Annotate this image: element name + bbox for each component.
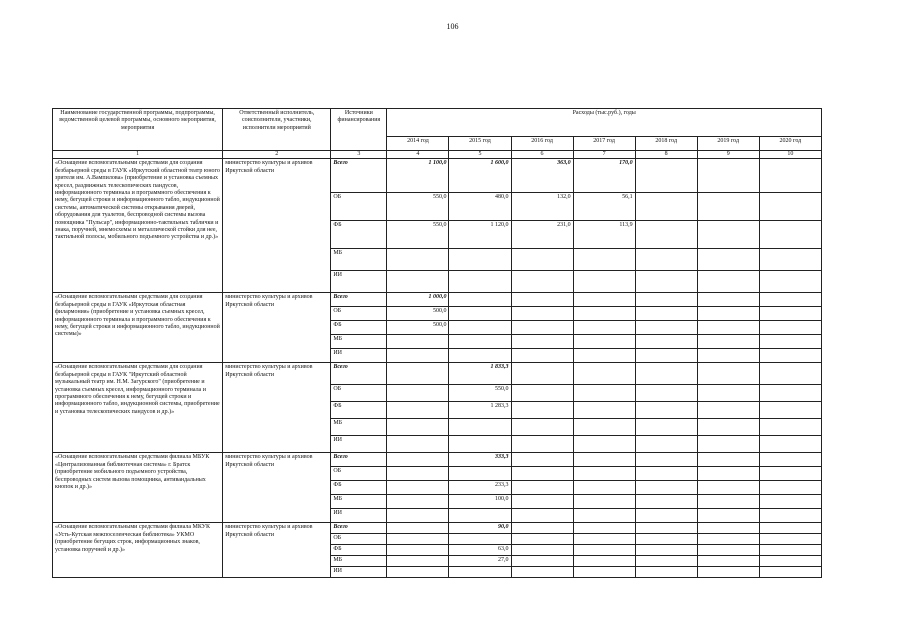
expense-value [635,467,697,481]
expense-value [573,321,635,335]
expense-value [635,534,697,545]
expense-value [635,556,697,567]
expense-value [449,321,511,335]
funding-source: МБ [331,419,387,436]
expense-value [511,467,573,481]
header-name: Наименование государственной программы, подпрограммы, ведомственной целевой программы, основного мероприятия, мероприятия [53,109,223,151]
expense-value [573,534,635,545]
column-number: 9 [697,151,759,159]
expense-value [511,523,573,534]
expense-value [511,419,573,436]
header-year: 2014 год [387,137,449,151]
expense-value [511,481,573,495]
funding-source: ОБ [331,534,387,545]
expense-value [387,335,449,349]
expense-value [573,249,635,271]
expense-value [697,509,759,523]
expense-value [759,293,821,307]
header-year: 2017 год [573,137,635,151]
expense-value [697,419,759,436]
expense-value [573,495,635,509]
expense-value [759,402,821,419]
expense-value [697,335,759,349]
header-year: 2016 год [511,137,573,151]
table-row [53,523,822,534]
expense-value: 100,0 [449,495,511,509]
expense-value [759,249,821,271]
expense-value [759,481,821,495]
expense-value [387,436,449,453]
expense-value [573,335,635,349]
funding-source: ИИ [331,349,387,363]
expense-value [759,307,821,321]
page-number: 106 [446,22,459,31]
funding-source: МБ [331,335,387,349]
expense-value [573,402,635,419]
table-row [53,293,822,307]
expense-value [635,321,697,335]
expense-value [697,556,759,567]
expense-value [573,307,635,321]
expense-value [697,495,759,509]
expense-value [759,523,821,534]
expense-value [573,293,635,307]
expense-value [635,271,697,293]
expense-value [573,467,635,481]
expense-value [635,349,697,363]
expense-value [387,249,449,271]
expense-value [387,385,449,402]
expense-value [573,481,635,495]
expense-value: 132,0 [511,193,573,221]
expense-value: 480,0 [449,193,511,221]
expense-value [759,436,821,453]
expense-value [697,436,759,453]
expense-value [573,385,635,402]
expense-value [697,193,759,221]
expense-value [387,402,449,419]
expense-value [573,545,635,556]
expense-value: 500,0 [387,321,449,335]
expense-value [697,453,759,467]
expense-value [573,419,635,436]
expense-value [449,335,511,349]
measure-name: «Оснащение вспомогательными средствами для создания безбарьерной среды в ГАУК "Иркутский областной музыкальный театр им. Н.М. Загурского" (приобретение и установка съемных кресел, информационного терминала и программного обеспечения к нему, бегущей строки и информационного табло, индукционной системы, приобретение и установка телескопических пандусов и др.)» [53,363,223,453]
expense-value [697,534,759,545]
expense-value [635,385,697,402]
expense-value [387,419,449,436]
financing-table [52,108,822,578]
expense-value [697,481,759,495]
expense-value [387,467,449,481]
expense-value [573,349,635,363]
expense-value [635,453,697,467]
table-row [53,453,822,467]
column-number: 3 [331,151,387,159]
expense-value [511,385,573,402]
expense-value [759,193,821,221]
expense-value [697,349,759,363]
column-number: 8 [635,151,697,159]
column-number: 1 [53,151,223,159]
expense-value [511,335,573,349]
expense-value [511,363,573,385]
expense-value [635,436,697,453]
expense-value [511,307,573,321]
expense-value [635,402,697,419]
expense-value [635,249,697,271]
expense-value [511,249,573,271]
funding-source: ФБ [331,321,387,335]
expense-value [759,335,821,349]
expense-value [387,523,449,534]
expense-value [697,567,759,578]
funding-source: ОБ [331,193,387,221]
expense-value [759,363,821,385]
expense-value [635,523,697,534]
funding-source: Всего [331,453,387,467]
expense-value [449,419,511,436]
expense-value [387,363,449,385]
expense-value [635,193,697,221]
column-number: 10 [759,151,821,159]
funding-source: ОБ [331,467,387,481]
expense-value: 550,0 [387,221,449,249]
expense-value [449,436,511,453]
expense-value [511,567,573,578]
expense-value [635,481,697,495]
funding-source: ИИ [331,271,387,293]
expense-value [387,271,449,293]
expense-value [697,363,759,385]
expense-value [759,467,821,481]
expense-value [449,509,511,523]
expense-value [387,534,449,545]
expense-value [449,271,511,293]
expense-value [759,385,821,402]
expense-value [635,509,697,523]
expense-value [697,321,759,335]
expense-value: 113,9 [573,221,635,249]
measure-name: «Оснащение вспомогательными средствами филиала МКУК «Усть-Кутская межпоселенческая библиотека» УКМО (приобретение бегущих строк, информационных знаков, установка поручней и др.)» [53,523,223,578]
expense-value [449,567,511,578]
funding-source: ФБ [331,481,387,495]
funding-source: ИИ [331,509,387,523]
column-number: 5 [449,151,511,159]
expense-value [697,293,759,307]
expense-value [759,321,821,335]
responsible-executor: министерство культуры и архивов Иркутской области [223,453,331,523]
expense-value [449,349,511,363]
expense-value [511,349,573,363]
expense-value: 56,1 [573,193,635,221]
funding-source: Всего [331,293,387,307]
header-year: 2015 год [449,137,511,151]
expense-value [759,419,821,436]
header-source: Источники финансирования [331,109,387,151]
expense-value [759,159,821,193]
expense-value [635,495,697,509]
expense-value [449,293,511,307]
expense-value [759,495,821,509]
expense-value [387,509,449,523]
expense-value [387,495,449,509]
expense-value [511,321,573,335]
funding-source: Всего [331,159,387,193]
expense-value: 170,0 [573,159,635,193]
expense-value [635,293,697,307]
expense-value: 1 283,3 [449,402,511,419]
expense-value [697,307,759,321]
expense-value [387,481,449,495]
expense-value [511,495,573,509]
expense-value [697,159,759,193]
expense-value [511,402,573,419]
expense-value [573,567,635,578]
header-year: 2018 год [635,137,697,151]
expense-value: 63,0 [449,545,511,556]
expense-value: 27,0 [449,556,511,567]
expense-value [759,271,821,293]
column-number: 7 [573,151,635,159]
expense-value [635,545,697,556]
header-responsible: Ответственный исполнитель, соисполнители, участники, исполнители мероприятий [223,109,331,151]
expense-value [387,545,449,556]
expense-value: 1 833,3 [449,363,511,385]
expense-value: 1 000,0 [387,293,449,307]
table-row [53,159,822,193]
expense-value: 500,0 [387,307,449,321]
responsible-executor: министерство культуры и архивов Иркутской области [223,523,331,578]
expense-value [635,363,697,385]
expense-value [759,534,821,545]
expense-value [759,509,821,523]
expense-value [759,221,821,249]
funding-source: ФБ [331,221,387,249]
expense-value: 550,0 [387,193,449,221]
header-year: 2019 год [697,137,759,151]
column-number: 6 [511,151,573,159]
header-expenses: Расходы (тыс.руб.), годы [387,109,822,137]
measure-name: «Оснащение вспомогательными средствами для создания безбарьерной среды в ГАУК «Иркутский областной театр юного зрителя им. А.Вампилова» (приобретение и установка съемных кресел, раздвижных телескопических пандусов, информационного терминала и программного обеспечения к нему, бегущей строки и информационного табло, индукционной системы, автоматической системы открывания дверей, оборудования для туалетов, беспроводной системы вызова помощника "Пульсар", информационно-тактильных таблички и знака, поручней, мнемосхемы и металлической стойки для нее, тактильной полосы, мобильного подъемного устройства и др.)» [53,159,223,293]
table-row [53,363,822,385]
expense-value [573,271,635,293]
expense-value [635,221,697,249]
expense-value [759,567,821,578]
responsible-executor: министерство культуры и архивов Иркутской области [223,293,331,363]
funding-source: ИИ [331,436,387,453]
header-year: 2020 год [759,137,821,151]
expense-value [697,545,759,556]
funding-source: ОБ [331,385,387,402]
expense-value: 1 100,0 [387,159,449,193]
expense-value [449,467,511,481]
measure-name: «Оснащение вспомогательными средствами филиала МБУК «Централизованная библиотечная система» г. Братск (приобретение мобильного подъемного устройства, беспроводных систем вызова помощника, антивандальных кнопок и др.)» [53,453,223,523]
expense-value [573,363,635,385]
expense-value [387,349,449,363]
expense-value: 231,0 [511,221,573,249]
expense-value [573,436,635,453]
expense-value [511,436,573,453]
expense-value [635,419,697,436]
column-number: 4 [387,151,449,159]
expense-value [573,509,635,523]
funding-source: Всего [331,523,387,534]
responsible-executor: министерство культуры и архивов Иркутской области [223,159,331,293]
responsible-executor: министерство культуры и архивов Иркутской области [223,363,331,453]
table-body [53,159,822,578]
expense-value [635,307,697,321]
expense-value: 363,0 [511,159,573,193]
expense-value [759,556,821,567]
expense-value: 1 120,0 [449,221,511,249]
expense-value [635,159,697,193]
measure-name: «Оснащение вспомогательными средствами для создания безбарьерной среды в ГАУК «Иркутская областная филармония» (приобретение и установка съемных кресел, информационного терминала и программного обеспечения к нему, бегущей строки и информационного табло, индукционной системы)» [53,293,223,363]
expense-value [697,467,759,481]
funding-source: ФБ [331,545,387,556]
expense-value [511,509,573,523]
expense-value [573,453,635,467]
expense-value [697,385,759,402]
expense-value: 550,0 [449,385,511,402]
column-number-row [53,151,822,159]
expense-value [387,556,449,567]
expense-value [511,453,573,467]
expense-value [697,221,759,249]
expense-value: 90,0 [449,523,511,534]
expense-value [511,534,573,545]
expense-value [449,534,511,545]
expense-value: 233,3 [449,481,511,495]
expense-value [387,453,449,467]
expense-value [511,271,573,293]
funding-source: МБ [331,249,387,271]
expense-value [511,545,573,556]
expense-value [759,545,821,556]
expense-value [759,349,821,363]
expense-value [635,567,697,578]
funding-source: ИИ [331,567,387,578]
expense-value [635,335,697,349]
expense-value [511,556,573,567]
expense-value [697,249,759,271]
funding-source: ОБ [331,307,387,321]
expense-value [573,556,635,567]
expense-value [759,453,821,467]
expense-value [697,402,759,419]
funding-source: МБ [331,556,387,567]
funding-source: МБ [331,495,387,509]
expense-value [449,307,511,321]
expense-value [449,249,511,271]
funding-source: ФБ [331,402,387,419]
funding-source: Всего [331,363,387,385]
expense-value [573,523,635,534]
expense-value [697,271,759,293]
expense-value [387,567,449,578]
expense-value: 333,3 [449,453,511,467]
expense-value [511,293,573,307]
column-number: 2 [223,151,331,159]
expense-value: 1 600,0 [449,159,511,193]
expense-value [697,523,759,534]
